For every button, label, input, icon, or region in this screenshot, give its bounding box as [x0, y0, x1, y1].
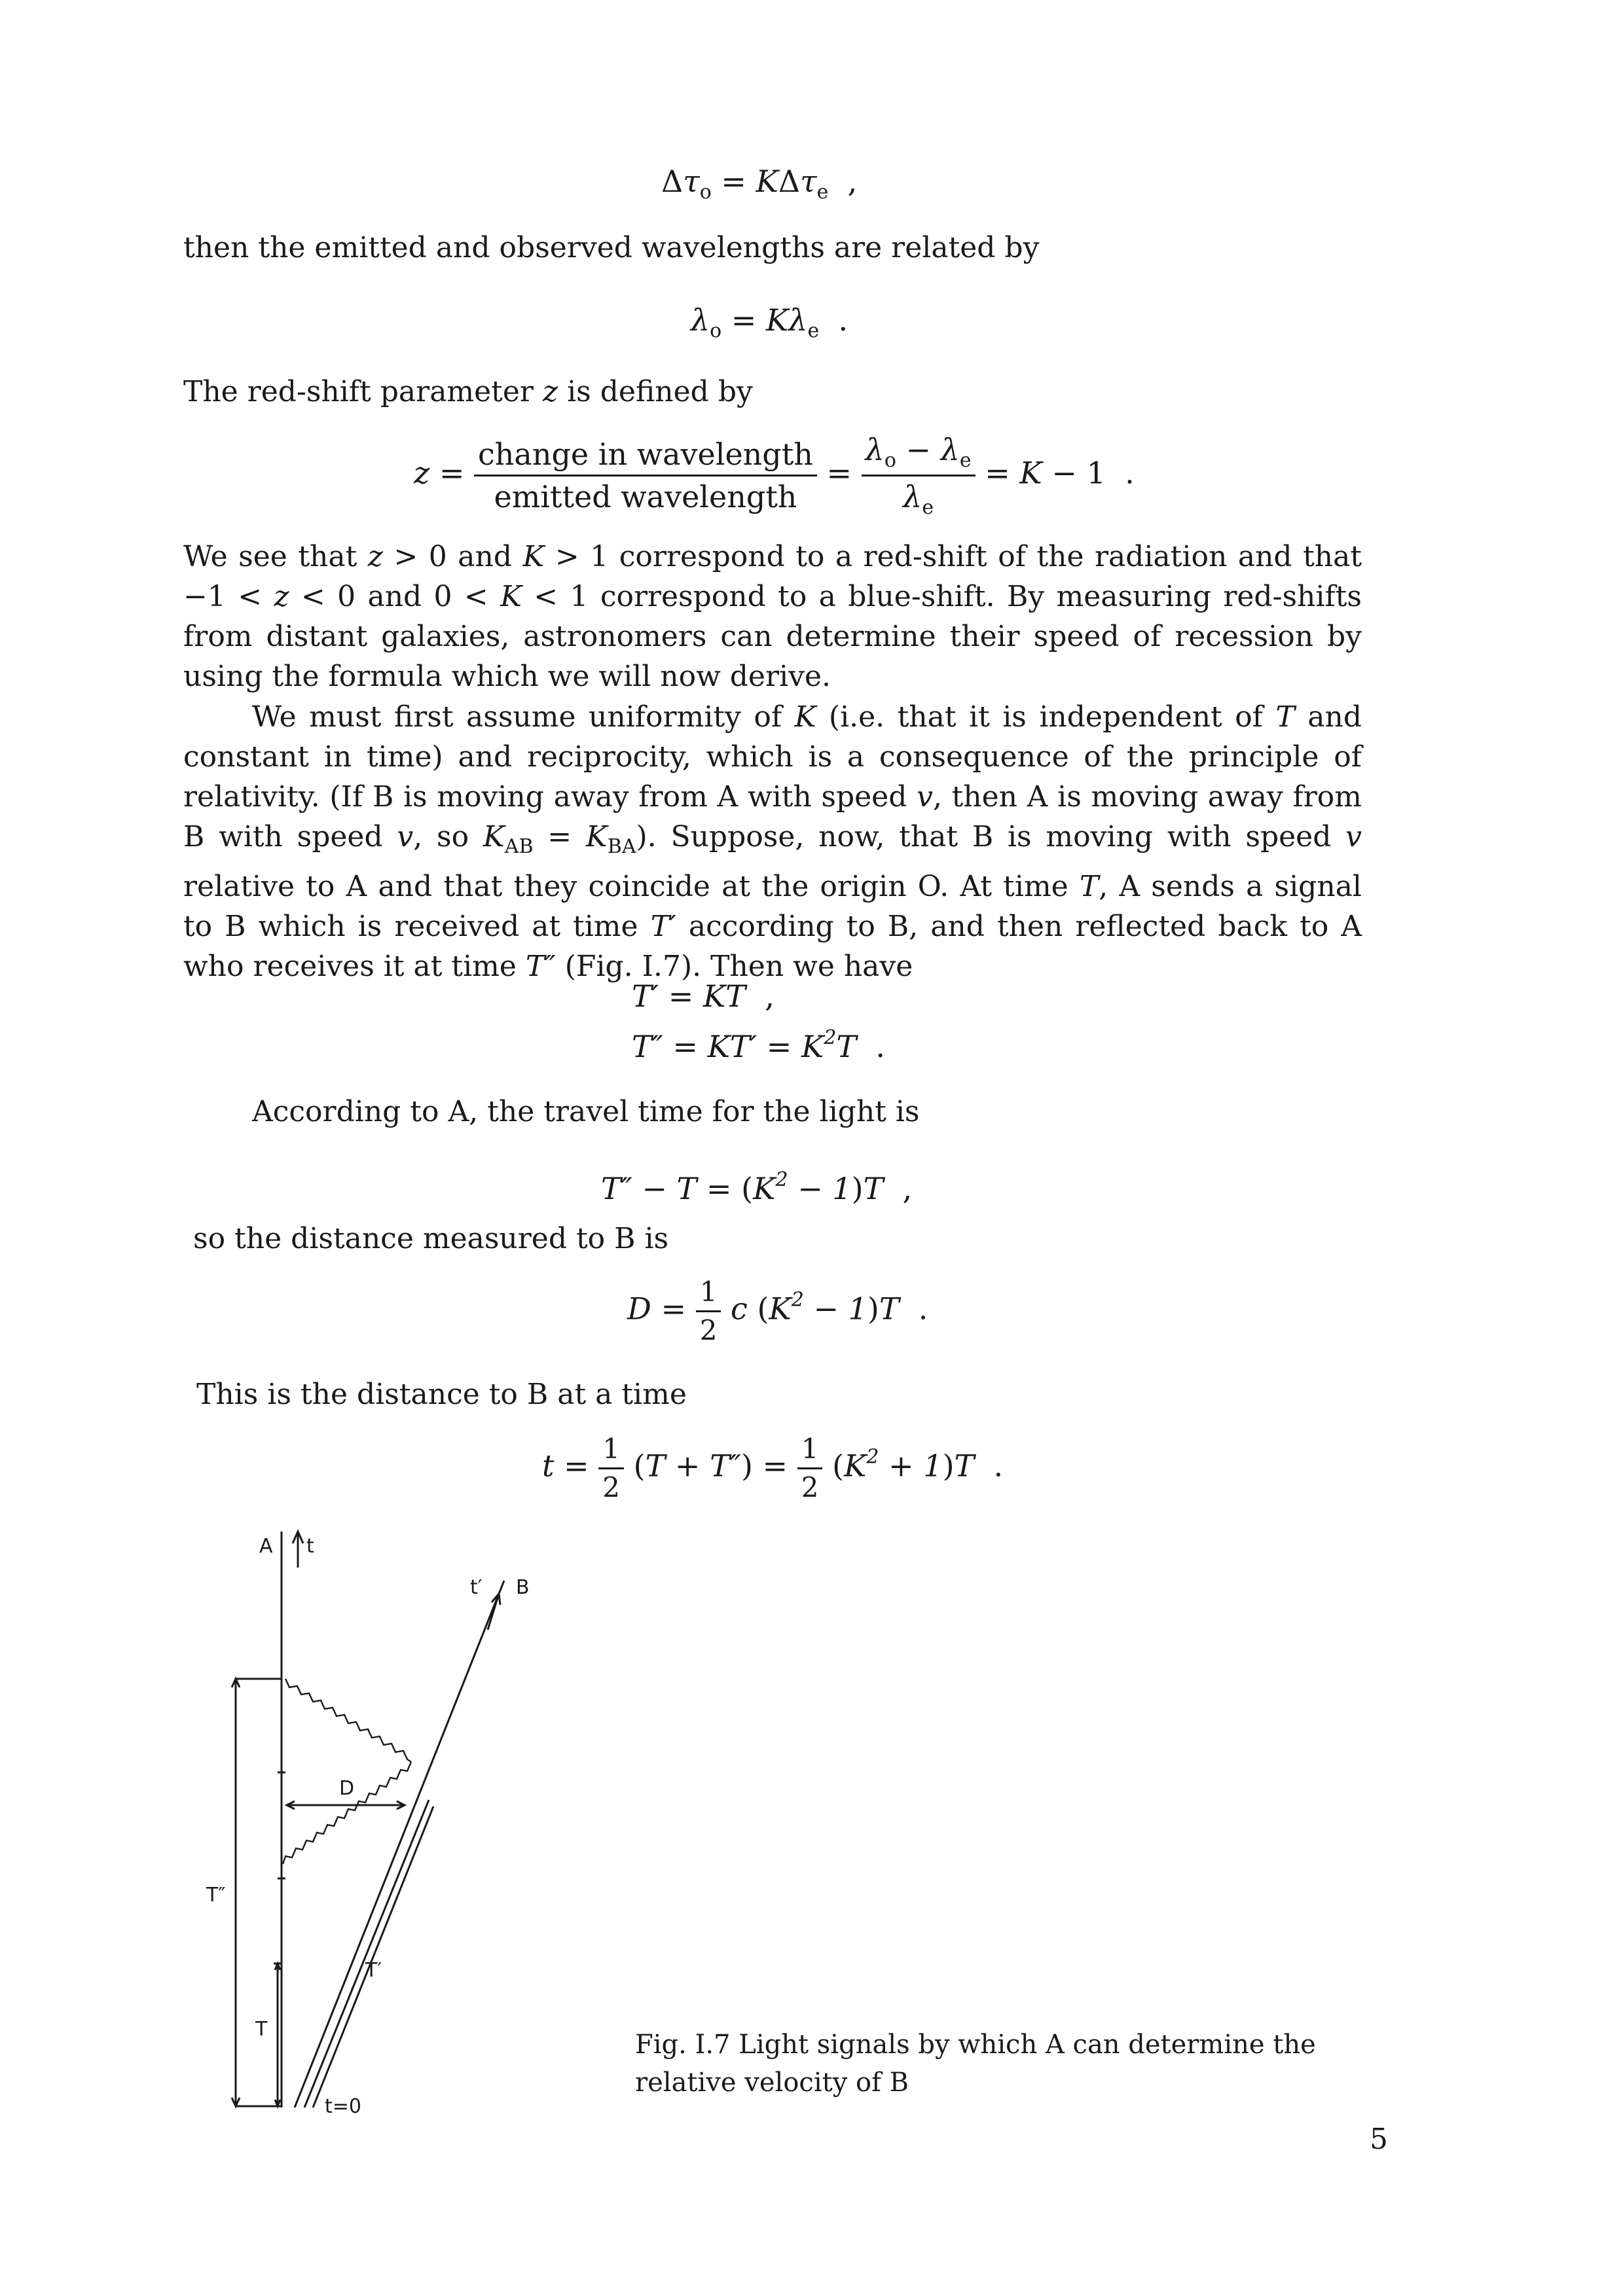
figure-caption: Fig. I.7 Light signals by which A can determine the relative velocity of B — [635, 2030, 1316, 2098]
paragraph-travel-time: According to A, the travel time for the light is — [252, 1095, 920, 1128]
paragraph-redshift-definition: The red-shift parameter z is defined by — [183, 375, 753, 408]
page-number: 5 — [1370, 2123, 1388, 2156]
equation-distance: D = $\frac{1}{2}$ c $(K^2 - 1)T$ . — [627, 1276, 928, 1346]
label-A: A — [259, 1535, 273, 1558]
worldline-B — [295, 1581, 504, 2108]
paragraph-distance-measured: so the distance measured to B is — [193, 1222, 669, 1255]
paragraph-uniformity-reciprocity: We must first assume uniformity of K (i.e. that it is independent of T and constant in time) and reciprocity, which is a consequence of the principle of relativity. (If B is moving away from A with speed v, then A is moving away from B with speed v, so $K_{AB} = K_{BA}$). Suppose, now, that B is moving with speed v relative to A and that they coincide at the origin O. At time T, A sends a signal to B which is received at time T′ according to B, and then reflected back to A who receives it at time T″ (Fig. I.7). Then we have — [183, 700, 1362, 983]
label-Tdouble: T″ — [206, 1884, 226, 1907]
equation-time-t: t = $\frac{1}{2}$ (T + T″) = $\frac{1}{2}$ $(K^2 + 1)T$ . — [542, 1433, 1004, 1503]
label-t0: t=0 — [325, 2095, 361, 2118]
redshift-denominator: emitted wavelength — [494, 479, 797, 514]
paragraph-redshift-blueshift: We see that z > 0 and K > 1 correspond to a red-shift of the radiation and that −1 < z < 0 and 0 < K < 1 correspond to a blue-shift. By measuring red-shifts from distant galaxies, astronomers can determine their speed of recession by using the formula which we will now derive. — [183, 540, 1362, 693]
label-D: D — [339, 1777, 355, 1800]
label-B: B — [516, 1576, 530, 1599]
signal-out — [285, 1679, 411, 1762]
figure-light-signals — [196, 1518, 576, 2127]
worldline-B-offset — [304, 1800, 429, 2108]
worldline-B-offset2 — [313, 1806, 433, 2108]
label-T: T — [255, 2018, 268, 2041]
equation-time-relations: T′ = KT , $T'' = KT' = K^2T$ . — [632, 978, 885, 1064]
equation-redshift: z = $\frac{\text{change in wavelength}}{\text{emitted wavelength}}$ = $\frac{\lambda_o - \lambda_e}{\lambda_e}$ = K − 1 . — [414, 432, 1135, 519]
redshift-numerator: change in wavelength — [474, 437, 817, 476]
label-tprime: t′ — [470, 1576, 483, 1599]
paragraph-distance-time: This is the distance to B at a time — [196, 1378, 687, 1411]
equation-travel-time: $T'' - T = (K^2 - 1)T$ , — [601, 1168, 913, 1206]
paragraph-wavelength-relation: then the emitted and observed wavelengths are related by — [183, 231, 1040, 264]
equation-proper-time: $\Delta\tau_o = K\Delta\tau_e$ , — [661, 164, 858, 204]
equation-wavelength: $\lambda_o = K\lambda_e$ . — [691, 302, 848, 342]
label-t: t — [306, 1535, 314, 1558]
label-Tprime: T′ — [365, 1959, 382, 1982]
